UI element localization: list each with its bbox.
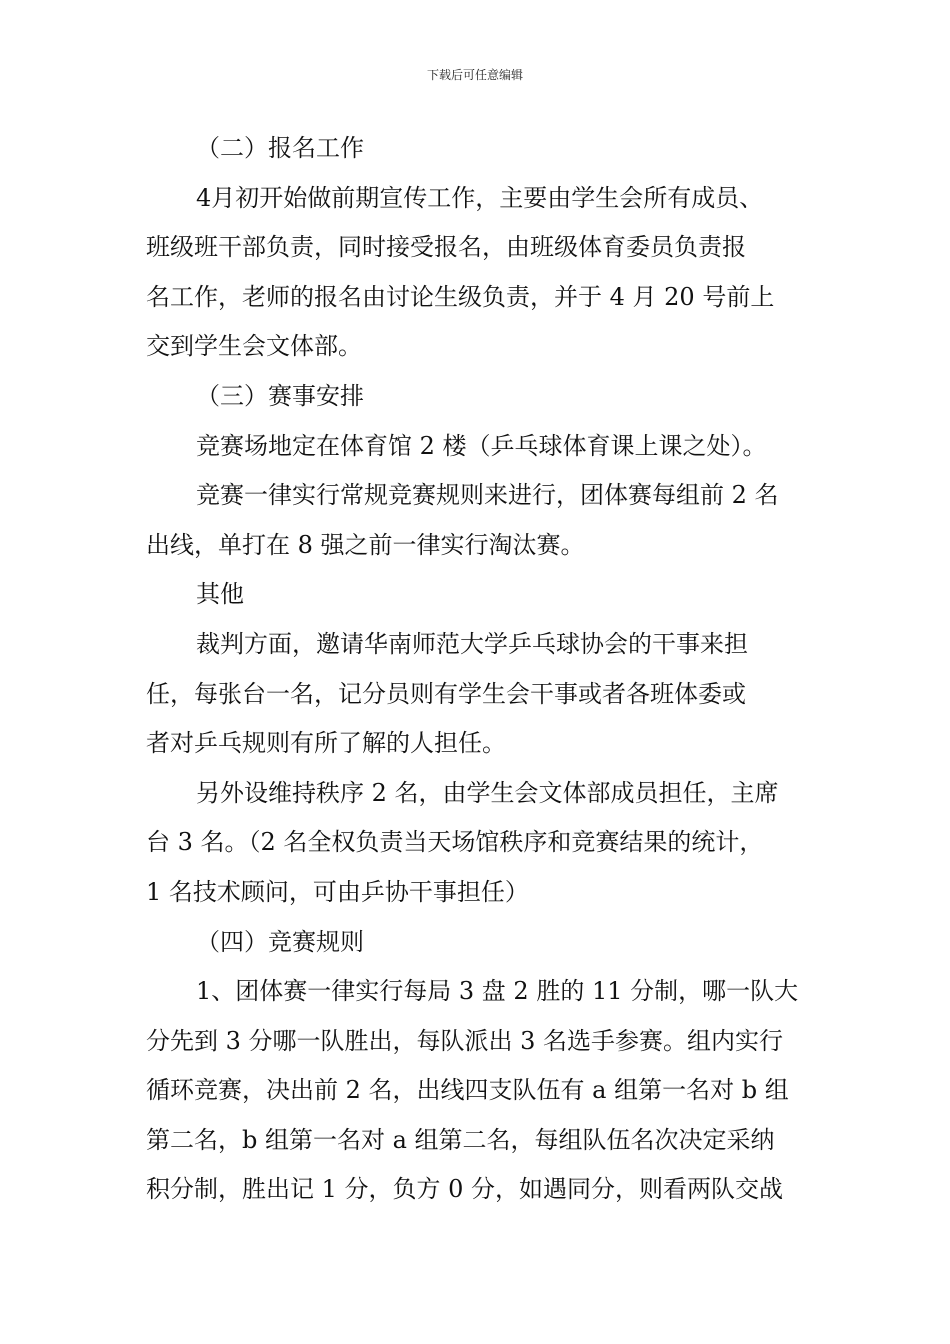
text-line: 者对乒乓规则有所了解的人担任。 xyxy=(146,729,506,758)
text-line: 竞赛一律实行常规竞赛规则来进行，团体赛每组前 2 名 xyxy=(196,481,779,510)
text-line: 第二名，b 组第一名对 a 组第二名，每组队伍名次决定采纳 xyxy=(146,1125,775,1154)
text-line: 竞赛场地定在体育馆 2 楼（乒乓球体育课上课之处）。 xyxy=(196,431,767,460)
text-line: 1 名技术顾问，可由乒协干事担任） xyxy=(146,877,529,906)
text-line: 1、团体赛一律实行每局 3 盘 2 胜的 11 分制，哪一队大 xyxy=(196,977,799,1006)
text-line: 循环竞赛，决出前 2 名，出线四支队伍有 a 组第一名对 b 组 xyxy=(146,1076,789,1105)
document-body xyxy=(146,124,818,1215)
text-line: 其他 xyxy=(196,580,244,609)
text-line: 出线，单打在 8 强之前一律实行淘汰赛。 xyxy=(146,530,585,559)
text-line: （二）报名工作 xyxy=(196,134,364,162)
text-line: 班级班干部负责，同时接受报名，由班级体育委员负责报 xyxy=(146,233,746,262)
text-line: 裁判方面，邀请华南师范大学乒乓球协会的干事来担 xyxy=(196,629,748,658)
text-line: （三）赛事安排 xyxy=(196,381,364,410)
text-line: 分先到 3 分哪一队胜出，每队派出 3 名选手参赛。组内实行 xyxy=(146,1026,784,1055)
text-line: 任，每张台一名，记分员则有学生会干事或者各班体委或 xyxy=(146,679,746,708)
text-line: 交到学生会文体部。 xyxy=(146,332,362,361)
page-header: 下载后可任意编辑 xyxy=(426,68,523,82)
text-line: 另外设维持秩序 2 名，由学生会文体部成员担任，主席 xyxy=(196,778,779,807)
text-line: 名工作，老师的报名由讨论生级负责，并于 4 月 20 号前上 xyxy=(146,282,775,311)
text-line: 4月初开始做前期宣传工作，主要由学生会所有成员、 xyxy=(196,183,764,212)
text-line: （四）竞赛规则 xyxy=(196,927,364,956)
text-line: 积分制，胜出记 1 分，负方 0 分，如遇同分，则看两队交战 xyxy=(146,1175,784,1204)
text-line: 台 3 名。（2 名全权负责当天场馆秩序和竞赛结果的统计， xyxy=(146,828,764,857)
